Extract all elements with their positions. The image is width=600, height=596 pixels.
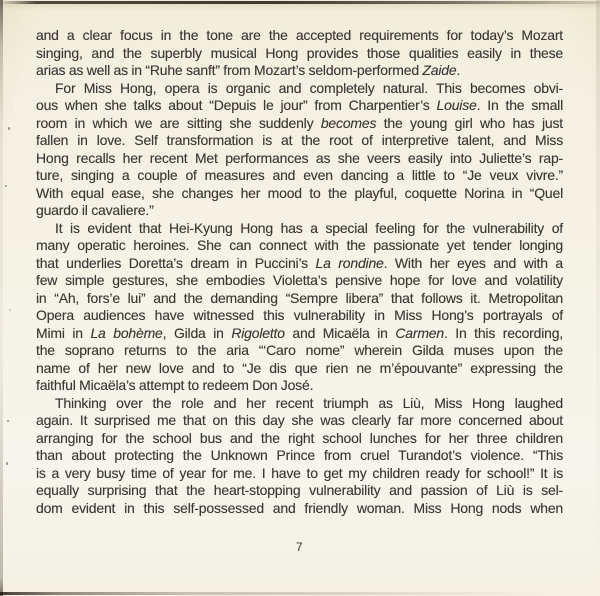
scan-speck <box>5 185 7 187</box>
text-line: ture, singing a couple of measures and even dancing a little to “Je veux vivre.” <box>36 167 563 183</box>
paragraph <box>36 395 563 518</box>
text-line: Mimi in La bohème, Gilda in Rigoletto and Micaëla in Carmen. In this recording, <box>36 324 563 341</box>
text-line: and a clear focus in the tone are the accepted requirements for today’s Mozart <box>36 27 563 43</box>
page-number: 7 <box>295 540 304 554</box>
text-line: again. It surprised me that on this day she was clearly far more concerned about <box>36 412 563 428</box>
text-line: few simple gestures, she embodies Violetta’s pensive hope for love and volatility <box>36 272 563 288</box>
text-line: Thinking over the role and her recent triumph as Liù, Miss Hong laughed <box>55 394 563 411</box>
scan-speck <box>8 127 10 130</box>
text-line: dom evident in this self-possessed and friendly woman. Miss Hong nods when <box>36 499 563 516</box>
text-line: fallen in love. Self transformation is at the root of interpretive talent, and Miss <box>36 132 563 148</box>
text-line: in “Ah, fors’e lui” and the demanding “Sempre libera” that follows it. Metropolitan <box>36 289 563 306</box>
text-line: equally surprising that the heart-stopping vulnerability and passion of Liù is sel- <box>36 482 563 498</box>
liner-notes-text <box>36 27 563 517</box>
text-line: name of her new love and to “Je dis que rien ne m’épouvante” expressing the <box>36 359 563 376</box>
scan-speck <box>7 420 9 422</box>
paragraph <box>36 220 563 395</box>
text-line: many operatic heroines. She can connect with the passionate yet tender longing <box>36 237 563 253</box>
text-line: arias as well as in “Ruhe sanft” from Mozart’s seldom-performed Zaide. <box>36 62 461 78</box>
paragraph <box>36 80 563 220</box>
text-line: With equal ease, she changes her mood to the playful, coquette Norina in “Quel <box>36 184 563 201</box>
scan-edge-left <box>0 0 3 596</box>
text-line: than about protecting the Unknown Prince from cruel Turandot’s violence. “This <box>36 447 563 463</box>
text-line: faithful Micaëla’s attempt to redeem Don José. <box>36 377 314 393</box>
text-line: Hong recalls her recent Met performances as she veers easily into Juliette’s rap- <box>36 149 563 166</box>
text-line: singing, and the superbly musical Hong provides those qualities easily in these <box>36 44 563 61</box>
text-line: room in which we are sitting she suddenly becomes the young girl who has just <box>36 114 563 131</box>
text-line: arranging for the school bus and the right school lunches for her three children <box>36 429 563 446</box>
scan-edge-right <box>596 0 600 596</box>
text-line: that underlies Doretta’s dream in Puccini’s La rondine. With her eyes and with a <box>36 254 563 271</box>
text-line: It is evident that Hei-Kyung Hong has a special feeling for the vulnerability of <box>55 219 563 236</box>
scan-speck <box>9 309 11 311</box>
scan-edge-bottom <box>0 592 600 595</box>
text-line: ous when she talks about “Depuis le jour” from Charpentier’s Louise. In the small <box>36 97 563 113</box>
scan-edge-top-shadow <box>0 4 600 10</box>
text-line: Opera audiences have witnessed this vulnerability in Miss Hong’s portrayals of <box>36 307 563 323</box>
text-line: the soprano returns to the aria “‘Caro nome” wherein Gilda muses upon the <box>36 342 563 358</box>
text-line: is a very busy time of year for me. I have to get my children ready for school!” It is <box>36 464 563 481</box>
text-line: guardo il cavaliere.” <box>36 202 154 218</box>
paragraph <box>36 27 563 80</box>
text-line: For Miss Hong, opera is organic and completely natural. This becomes obvi- <box>55 79 563 96</box>
scan-speck <box>6 462 8 465</box>
